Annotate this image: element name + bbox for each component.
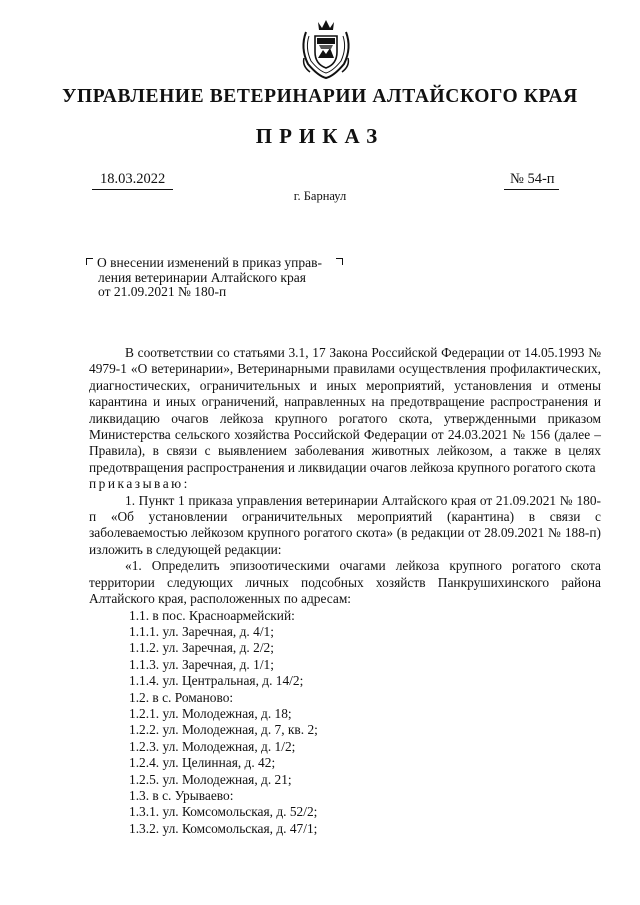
paragraph-1: 1. Пункт 1 приказа управления ветеринарии Алтайского края от 21.09.2021 № 180-п «Об установлении ограничительных мероприятий (карантина) в связи с заболеваемостью лейкозом крупного рогатого скота» (в редакции от 28.09.2021 № 188-п) изложить в следующей редакции: <box>89 492 601 557</box>
address-list-item: 1.2. в с. Романово: <box>129 689 234 705</box>
address-list-item: 1.1.3. ул. Заречная, д. 1/1; <box>129 656 274 672</box>
address-list-item: 1.3.1. ул. Комсомольская, д. 52/2; <box>129 804 318 820</box>
document-type-title: ПРИКАЗ <box>255 124 385 148</box>
preamble-paragraph: В соответствии со статьями 3.1, 17 Закона Российской Федерации от 14.05.1993 № 4979-1 «О ветеринарии», Ветеринарными правилами осуществления профилактических, диагностических, ограничительных и иных мероприятий, установления и отмены карантина и иных ограничений, направленных на предотвращение распространения и ликвидацию очагов лейкоза крупного рогатого скота, утвержденными приказом Министерства сельского хозяйства Российской Федерации от 24.03.2021 № 156 (далее – Правила), в связи с выявлением заболевания животных лейкозом, а также в целях предотвращения распространения и ликвидации очагов лейкоза крупного рогатого скота <box>89 345 601 475</box>
address-list-item: 1.3. в с. Урываево: <box>129 787 234 803</box>
address-list <box>89 608 601 838</box>
organization-name: УПРАВЛЕНИЕ ВЕТЕРИНАРИИ АЛТАЙСКОГО КРАЯ <box>62 86 578 107</box>
address-list-item: 1.2.1. ул. Молодежная, д. 18; <box>129 705 292 721</box>
address-list-item: 1.2.2. ул. Молодежная, д. 7, кв. 2; <box>129 722 318 738</box>
subject-line: ления ветеринарии Алтайского края <box>98 269 306 285</box>
address-list-item: 1.1. в пос. Красноармейский: <box>129 607 295 623</box>
address-list-item: 1.1.2. ул. Заречная, д. 2/2; <box>129 640 274 656</box>
address-list-item: 1.2.4. ул. Целинная, д. 42; <box>129 755 276 771</box>
document-subject <box>88 256 348 300</box>
address-list-item: 1.2.3. ул. Молодежная, д. 1/2; <box>129 738 296 754</box>
document-city: г. Барнаул <box>293 189 347 203</box>
coat-of-arms-icon <box>296 14 356 84</box>
paragraph-2: «1. Определить эпизоотическими очагами лейкоза крупного рогатого скота территории следующих личных подсобных хозяйств Панкрушихинского района Алтайского края, расположенных по адресам: <box>89 558 601 607</box>
document-body <box>89 345 601 837</box>
address-list-item: 1.3.2. ул. Комсомольская, д. 47/1; <box>129 820 318 836</box>
address-list-item: 1.1.4. ул. Центральная, д. 14/2; <box>129 673 304 689</box>
subject-line: О внесении изменений в приказ управ- <box>97 255 323 270</box>
subject-line: от 21.09.2021 № 180-п <box>98 284 227 299</box>
order-word: приказываю: <box>89 476 190 492</box>
address-list-item: 1.2.5. ул. Молодежная, д. 21; <box>129 771 292 787</box>
address-list-item: 1.1.1. ул. Заречная, д. 4/1; <box>129 623 274 639</box>
document-date: 18.03.2022 <box>92 171 173 190</box>
document-number: № 54-п <box>504 171 559 190</box>
